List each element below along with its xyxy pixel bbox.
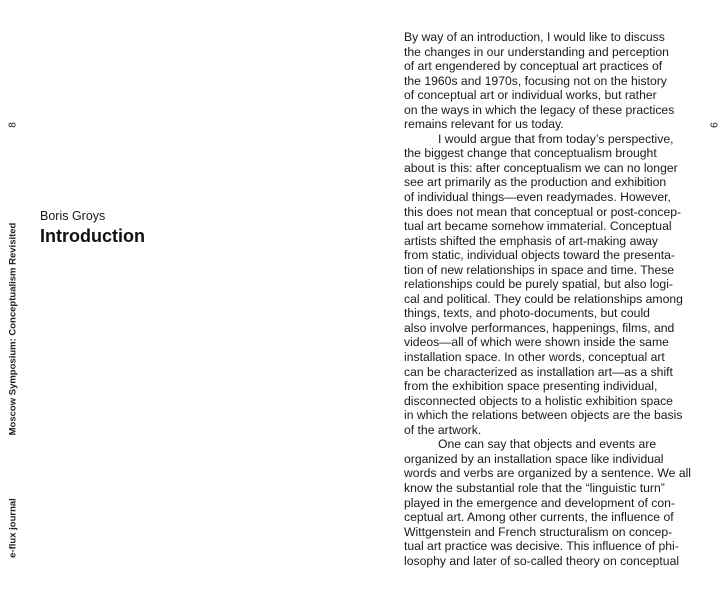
body-line: the changes in our understanding and perception: [404, 44, 669, 59]
body-line: in which the relations between objects are the basis: [404, 408, 683, 423]
running-title: Moscow Symposium: Conceptualism Revisited: [7, 222, 19, 436]
body-line: on the ways in which the legacy of these practices: [404, 102, 675, 117]
body-line: played in the emergence and development of con-: [404, 495, 676, 510]
body-line: installation space. In other words, conceptual art: [404, 350, 665, 365]
body-line: the biggest change that conceptualism brought: [404, 146, 657, 161]
body-line: from static, individual objects toward the presenta-: [404, 248, 675, 263]
page-number-left: 8: [7, 122, 19, 128]
body-line: words and verbs are organized by a sentence. We all: [404, 466, 692, 481]
body-line: of the artwork.: [404, 422, 482, 437]
body-line: know the substantial role that the “linguistic turn”: [404, 480, 665, 495]
body-line: also involve performances, happenings, films, and: [404, 320, 675, 335]
body-line: about is this: after conceptualism we can no longer: [404, 160, 678, 175]
body-line: videos—all of which were shown inside the same: [404, 335, 669, 350]
body-line: of art engendered by conceptual art practices of: [404, 59, 663, 74]
body-line: of conceptual art or individual works, but rather: [404, 88, 657, 103]
body-line: from the exhibition space presenting individual,: [404, 379, 658, 394]
body-line: the 1960s and 1970s, focusing not on the history: [404, 73, 667, 88]
article-body: [404, 30, 690, 568]
body-line: artists shifted the emphasis of art-making away: [404, 233, 659, 248]
body-line: organized by an installation space like individual: [404, 451, 664, 466]
body-line: cal and political. They could be relationships among: [404, 291, 683, 306]
body-line: see art primarily as the production and exhibition: [404, 175, 667, 190]
body-line: disconnected objects to a holistic exhibition space: [404, 393, 673, 408]
body-line: this does not mean that conceptual or post-concep-: [404, 204, 682, 219]
article-author: Boris Groys: [40, 209, 106, 223]
body-line: tual art became somehow immaterial. Conceptual: [404, 219, 672, 234]
body-line: remains relevant for us today.: [404, 117, 564, 132]
body-line: can be characterized as installation art—as a shift: [404, 364, 673, 379]
page-number-right: 9: [707, 122, 719, 128]
body-line: tual art practice was decisive. This influence of phi-: [404, 539, 679, 554]
body-line: tion of new relationships in space and time. These: [404, 262, 675, 277]
body-line: ceptual art. Among other currents, the influence of: [404, 510, 674, 525]
body-line: things, texts, and photo-documents, but could: [404, 306, 650, 321]
article-title: Introduction: [40, 226, 145, 246]
body-line: losophy and later of so-called theory on conceptual: [404, 553, 680, 568]
body-line: By way of an introduction, I would like to discuss: [404, 30, 665, 44]
body-line: of individual things—even readymades. However,: [404, 190, 671, 205]
body-line-paragraph-start: One can say that objects and events are: [438, 437, 657, 452]
body-line: relationships could be purely spatial, but also logi-: [404, 277, 673, 292]
body-line: Wittgenstein and French structuralism on concep-: [404, 524, 673, 539]
journal-name: e-flux journal: [7, 498, 19, 558]
body-line-paragraph-start: I would argue that from today’s perspective,: [438, 131, 674, 146]
